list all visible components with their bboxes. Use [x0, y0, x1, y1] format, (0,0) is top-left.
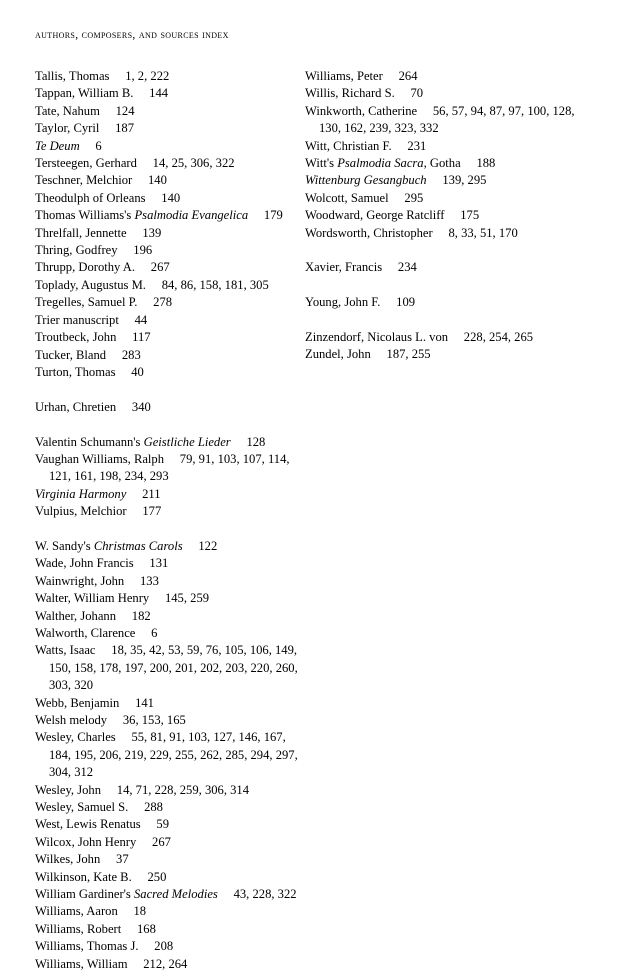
index-entry[interactable]: [35, 729, 303, 781]
entry-name: Woodward, George Ratcliff: [305, 208, 445, 223]
entry-page-numbers: 6: [95, 138, 102, 153]
entry-page-numbers: 109: [396, 295, 416, 310]
index-entry[interactable]: [35, 120, 303, 137]
entry-spacer: [141, 817, 157, 831]
index-entry[interactable]: [35, 921, 303, 938]
entry-spacer: [99, 121, 115, 135]
entry-page-numbers: 168: [137, 921, 156, 936]
index-entry[interactable]: [35, 625, 303, 642]
index-entry[interactable]: [35, 294, 303, 311]
entry-spacer: [118, 243, 134, 257]
entry-page-numbers: 128: [246, 434, 266, 449]
index-entry[interactable]: [35, 712, 303, 729]
index-entry[interactable]: [35, 399, 303, 416]
index-section-x: [305, 259, 595, 276]
entry-spacer: [389, 191, 405, 205]
entry-spacer: [107, 713, 123, 727]
entry-spacer: [392, 139, 408, 153]
entry-name: Williams, Peter: [305, 69, 383, 83]
index-section-w: [35, 538, 303, 973]
entry-name: Toplady, Augustus M.: [35, 277, 146, 292]
entry-title-italic: Christmas Carols: [93, 538, 183, 553]
entry-page-numbers: 188: [476, 156, 496, 171]
entry-name: Tallis, Thomas: [35, 69, 110, 83]
entry-spacer: [149, 591, 165, 605]
entry-spacer: [427, 173, 443, 187]
entry-name: Tate, Nahum: [35, 103, 100, 118]
index-entry[interactable]: [35, 259, 303, 276]
entry-spacer: [417, 104, 433, 118]
entry-page-numbers: 144: [149, 86, 169, 101]
entry-page-numbers: 283: [121, 347, 141, 362]
entry-spacer: [382, 260, 398, 274]
entry-spacer: [461, 156, 477, 170]
entry-name: Valentin Schumann's: [35, 434, 144, 449]
entry-spacer: [146, 278, 162, 292]
entry-title-italic: Geistliche Lieder: [143, 434, 231, 449]
entry-name: Wilkes, John: [35, 852, 101, 867]
entry-name: Williams, Aaron: [35, 904, 118, 919]
index-section-v: [35, 434, 303, 521]
entry-page-numbers: 211: [142, 486, 161, 501]
index-section-z: [305, 329, 595, 364]
entry-page-numbers: 175: [460, 208, 480, 223]
entry-name: West, Lewis Renatus: [35, 817, 141, 832]
index-entry[interactable]: [35, 956, 303, 973]
entry-page-numbers: 196: [133, 243, 153, 258]
entry-spacer: [100, 104, 116, 118]
entry-name: Wordsworth, Christopher: [305, 225, 433, 240]
index-entry[interactable]: [35, 816, 303, 833]
entry-title-italic: Wittenburg Gesangbuch: [305, 173, 427, 188]
entry-spacer: [132, 870, 148, 884]
entry-page-numbers: 264: [398, 69, 418, 83]
entry-page-numbers: 6: [151, 625, 158, 640]
entry-page-numbers: 44: [134, 312, 148, 327]
entry-page-numbers: 56, 57, 94, 87, 97, 100, 128, 130, 162, 239, 323, 332: [319, 103, 575, 136]
entry-page-numbers: 267: [152, 834, 171, 849]
entry-page-numbers: 187: [115, 121, 135, 136]
entry-name: Walther, Johann: [35, 608, 117, 623]
entry-page-numbers: 14, 71, 228, 259, 306, 314: [116, 782, 250, 797]
entry-spacer: [119, 696, 135, 710]
index-entry[interactable]: [35, 590, 303, 607]
index-entry[interactable]: [35, 329, 303, 346]
entry-page-numbers: 139, 295: [442, 173, 487, 188]
index-entry[interactable]: [35, 608, 303, 625]
entry-name: Winkworth, Catherine: [305, 103, 418, 118]
index-entry[interactable]: [35, 782, 303, 799]
entry-name: W. Sandy's: [35, 538, 94, 553]
entry-page-numbers: 131: [149, 556, 169, 571]
index-entry[interactable]: [305, 68, 595, 85]
entry-spacer: [116, 730, 132, 744]
index-entry[interactable]: [35, 68, 303, 85]
entry-page-numbers: 288: [144, 800, 163, 815]
entry-name: Tregelles, Samuel P.: [35, 295, 138, 310]
entry-spacer: [106, 348, 122, 362]
entry-name: Tucker, Bland: [35, 347, 107, 362]
index-entry[interactable]: [35, 172, 303, 189]
entry-name: Wainwright, John: [35, 573, 125, 588]
index-entry[interactable]: [35, 434, 303, 451]
section-gap: [35, 521, 303, 538]
entry-page-numbers: 59: [156, 817, 170, 832]
entry-name: Zinzendorf, Nicolaus L. von: [305, 330, 449, 345]
entry-name: Wesley, John: [35, 782, 102, 797]
entry-spacer: [133, 86, 149, 100]
index-entry[interactable]: [35, 851, 303, 868]
index-entry[interactable]: [35, 207, 303, 224]
entry-name: Walworth, Clarence: [35, 625, 136, 640]
entry-spacer: [183, 539, 199, 553]
entry-spacer: [116, 330, 132, 344]
entry-name: Thring, Godfrey: [35, 243, 118, 258]
entry-page-numbers: 140: [161, 190, 181, 205]
entry-name: Trier manuscript: [35, 312, 119, 327]
index-entry[interactable]: [35, 869, 303, 886]
index-entry[interactable]: [305, 294, 595, 311]
section-gap: [305, 277, 595, 294]
entry-name: Webb, Benjamin: [35, 695, 120, 710]
index-entry[interactable]: [305, 172, 595, 189]
index-entry[interactable]: [35, 225, 303, 242]
index-entry[interactable]: [35, 903, 303, 920]
entry-page-numbers: 79, 91, 103, 107, 114, 121, 161, 198, 234, 293: [49, 451, 290, 484]
index-entry[interactable]: [35, 277, 303, 294]
entry-spacer: [96, 643, 112, 657]
entry-spacer: [80, 139, 96, 153]
entry-name: Watts, Isaac: [35, 643, 96, 658]
entry-spacer: [146, 191, 162, 205]
entry-page-numbers: 141: [135, 695, 154, 710]
entry-name: Williams, Robert: [35, 921, 122, 936]
entry-spacer: [100, 852, 116, 866]
index-entry[interactable]: [305, 259, 595, 276]
section-gap: [35, 381, 303, 398]
entry-page-numbers: 340: [131, 399, 151, 414]
index-entry[interactable]: [35, 799, 303, 816]
index-entry[interactable]: [35, 538, 303, 555]
entry-page-numbers: 182: [131, 608, 151, 623]
entry-name: Thomas Williams's: [35, 208, 135, 223]
index-entry[interactable]: [35, 103, 303, 120]
entry-page-numbers: 8, 33, 51, 170: [448, 225, 518, 240]
entry-spacer: [127, 504, 143, 518]
entry-page-numbers: 140: [147, 173, 167, 188]
entry-title-italic: Sacred Melodies: [134, 887, 218, 902]
entry-page-numbers: 177: [142, 504, 162, 519]
index-entry[interactable]: [35, 190, 303, 207]
entry-title-italic: Psalmodia Evangelica: [134, 208, 249, 223]
entry-spacer: [101, 783, 117, 797]
index-entry[interactable]: [305, 207, 595, 224]
entry-spacer: [448, 330, 464, 344]
entry-page-numbers: 84, 86, 158, 181, 305: [161, 277, 269, 292]
entry-page-numbers: 55, 81, 91, 103, 127, 146, 167, 184, 195, 206, 219, 229, 255, 262, 285, 294, 297, 304, 312: [49, 730, 298, 780]
entry-spacer: [109, 69, 125, 83]
index-entry[interactable]: [35, 886, 303, 903]
index-entry[interactable]: [305, 103, 595, 138]
entry-page-numbers: 179: [263, 208, 283, 223]
entry-spacer: [126, 487, 142, 501]
entry-name-tail: , Gotha: [423, 156, 461, 171]
index-entry[interactable]: [35, 503, 303, 520]
index-entry[interactable]: [305, 155, 595, 172]
entry-name: Wesley, Charles: [35, 730, 116, 745]
entry-name: Vulpius, Melchior: [35, 504, 127, 519]
entry-spacer: [433, 226, 449, 240]
entry-name: Xavier, Francis: [305, 260, 383, 275]
entry-name: Vaughan Williams, Ralph: [35, 451, 165, 466]
index-column-left: [35, 68, 303, 973]
index-entry[interactable]: [35, 85, 303, 102]
section-gap: [35, 416, 303, 433]
index-entry[interactable]: [35, 451, 303, 486]
index-entry[interactable]: [35, 642, 303, 694]
entry-spacer: [116, 400, 132, 414]
entry-page-numbers: 250: [147, 869, 167, 884]
entry-page-numbers: 70: [410, 86, 424, 101]
entry-spacer: [115, 365, 131, 379]
index-section-y: [305, 294, 595, 311]
entry-spacer: [127, 226, 143, 240]
entry-name: Wilkinson, Kate B.: [35, 869, 132, 884]
entry-name: Zundel, John: [305, 347, 371, 362]
entry-page-numbers: 122: [198, 538, 218, 553]
entry-spacer: [444, 208, 460, 222]
entry-page-numbers: 278: [153, 295, 173, 310]
entry-page-numbers: 208: [154, 939, 174, 954]
entry-spacer: [118, 904, 134, 918]
entry-page-numbers: 228, 254, 265: [463, 330, 534, 345]
page-title: authors, composers, and sources index: [35, 29, 229, 41]
entry-page-numbers: 133: [139, 573, 159, 588]
index-section-w: [305, 68, 595, 242]
entry-title-italic: Te Deum: [35, 138, 80, 153]
entry-spacer: [128, 800, 144, 814]
index-entry[interactable]: [35, 834, 303, 851]
entry-title-italic: Virginia Harmony: [35, 486, 127, 501]
entry-spacer: [119, 313, 135, 327]
entry-spacer: [134, 556, 150, 570]
entry-page-numbers: 14, 25, 306, 322: [152, 156, 235, 171]
index-entry[interactable]: [305, 138, 595, 155]
entry-name: Threlfall, Jennette: [35, 225, 127, 240]
entry-spacer: [380, 295, 396, 309]
index-entry[interactable]: [35, 486, 303, 503]
entry-page-numbers: 36, 153, 165: [122, 712, 186, 727]
index-entry[interactable]: [35, 242, 303, 259]
index-entry[interactable]: [305, 346, 595, 363]
entry-name: Young, John F.: [305, 295, 381, 310]
entry-page-numbers: 145, 259: [164, 591, 210, 606]
entry-spacer: [135, 626, 151, 640]
entry-name: Tersteegen, Gerhard: [35, 156, 137, 171]
entry-page-numbers: 117: [132, 330, 151, 345]
entry-name: Tappan, William B.: [35, 86, 134, 101]
entry-page-numbers: 231: [407, 138, 427, 153]
entry-page-numbers: 124: [115, 103, 135, 118]
index-entry[interactable]: [35, 695, 303, 712]
index-entry[interactable]: [305, 225, 595, 242]
entry-page-numbers: 295: [404, 190, 424, 205]
entry-page-numbers: 139: [142, 225, 162, 240]
index-section-t: [35, 68, 303, 381]
entry-page-numbers: 234: [397, 260, 417, 275]
entry-name: Willis, Richard S.: [305, 86, 395, 101]
entry-spacer: [132, 173, 148, 187]
entry-spacer: [164, 452, 180, 466]
index-entry[interactable]: [35, 573, 303, 590]
index-entry[interactable]: [305, 190, 595, 207]
entry-page-numbers: 267: [150, 260, 170, 275]
entry-name: Troutbeck, John: [35, 330, 117, 345]
section-gap: [305, 242, 595, 259]
entry-name: William Gardiner's: [35, 887, 134, 902]
entry-spacer: [128, 957, 144, 971]
section-gap: [305, 312, 595, 329]
entry-name: Welsh melody: [35, 712, 108, 727]
entry-name: Williams, Thomas J.: [35, 939, 139, 954]
entry-spacer: [121, 922, 137, 936]
entry-spacer: [135, 260, 151, 274]
index-entry[interactable]: [35, 312, 303, 329]
entry-name: Wade, John Francis: [35, 556, 134, 571]
index-entry[interactable]: [305, 85, 595, 102]
entry-name: Urhan, Chretien: [35, 399, 117, 414]
entry-page-numbers: 18: [133, 904, 147, 919]
entry-name: Williams, William: [35, 956, 128, 971]
entry-spacer: [371, 347, 387, 361]
entry-spacer: [116, 609, 132, 623]
index-entry[interactable]: [35, 138, 303, 155]
entry-name: Wesley, Samuel S.: [35, 800, 129, 815]
index-entry[interactable]: [35, 555, 303, 572]
entry-name: Taylor, Cyril: [35, 121, 100, 136]
entry-page-numbers: 18, 35, 42, 53, 59, 76, 105, 106, 149, 150, 158, 178, 197, 200, 201, 202, 203, 220, 260, 303, 320: [49, 643, 298, 693]
entry-name: Thrupp, Dorothy A.: [35, 260, 136, 275]
entry-spacer: [136, 835, 152, 849]
entry-spacer: [124, 574, 140, 588]
index-column-right: [305, 68, 595, 364]
entry-name: Turton, Thomas: [35, 364, 116, 379]
index-entry[interactable]: [305, 329, 595, 346]
entry-spacer: [137, 295, 153, 309]
entry-name: Teschner, Melchior: [35, 173, 133, 188]
entry-page-numbers: 212, 264: [143, 956, 188, 971]
entry-spacer: [139, 939, 155, 953]
index-section-u: [35, 399, 303, 416]
entry-spacer: [248, 208, 264, 222]
entry-title-italic: Psalmodia Sacra: [337, 156, 424, 171]
entry-name: Witt's: [305, 156, 338, 171]
entry-spacer: [218, 887, 234, 901]
entry-page-numbers: 1, 2, 222: [125, 69, 170, 83]
entry-spacer: [383, 69, 399, 83]
index-entry[interactable]: [35, 155, 303, 172]
index-entry[interactable]: [35, 364, 303, 381]
entry-name: Theodulph of Orleans: [35, 190, 146, 205]
entry-name: Walter, William Henry: [35, 591, 150, 606]
entry-spacer: [395, 86, 411, 100]
entry-page-numbers: 43, 228, 322: [233, 887, 297, 902]
entry-spacer: [137, 156, 153, 170]
entry-name: Witt, Christian F.: [305, 138, 392, 153]
entry-name: Wilcox, John Henry: [35, 834, 137, 849]
index-entry[interactable]: [35, 347, 303, 364]
entry-spacer: [231, 435, 247, 449]
index-entry[interactable]: [35, 938, 303, 955]
entry-page-numbers: 37: [116, 852, 129, 867]
entry-page-numbers: 187, 255: [386, 347, 431, 362]
entry-page-numbers: 40: [131, 364, 144, 379]
entry-name: Wolcott, Samuel: [305, 190, 389, 205]
